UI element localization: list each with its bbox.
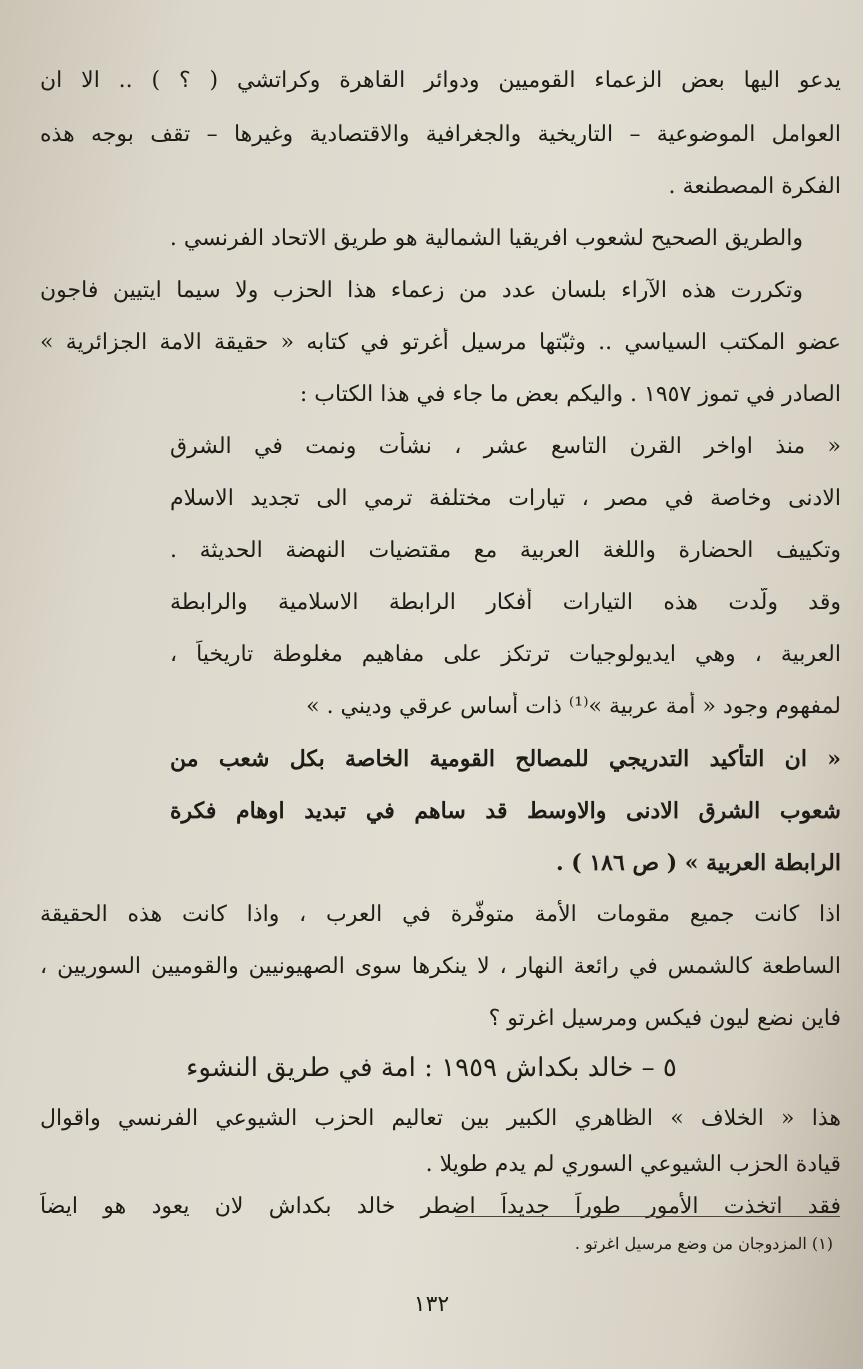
section-heading: ٥ – خالد بكداش ١٩٥٩ : امة في طريق النشوء: [186, 1053, 677, 1083]
text-line: هذا « الخلاف » الظاهري الكبير بين تعاليم الحزب الشيوعي الفرنسي واقوال: [40, 1106, 841, 1131]
footnote-divider: [455, 1216, 840, 1217]
quote-line: وتكييف الحضارة واللغة العربية مع مقتضيات النهضة الحديثة .: [170, 538, 841, 563]
quote-line: الادنى وخاصة في مصر ، تيارات مختلفة ترمي الى تجديد الاسلام: [170, 486, 841, 511]
text-line: اذا كانت جميع مقومات الأمة متوفّرة في العرب ، واذا كانت هذه الحقيقة: [40, 902, 841, 927]
text-line: الساطعة كالشمس في رائعة النهار ، لا ينكرها سوى الصهيونيين والقوميين السوريين ،: [40, 954, 841, 979]
quote-line: لمفهوم وجود « أمة عربية »⁽¹⁾ ذات أساس عرقي وديني . »: [306, 694, 841, 719]
text-line: وتكررت هذه الآراء بلسان عدد من زعماء هذا الحزب ولا سيما ايتيين فاجون: [40, 278, 803, 303]
quote-line: الرابطة العربية » ( ص ١٨٦ ) .: [555, 850, 841, 876]
text-line: الفكرة المصطنعة .: [668, 174, 841, 199]
text-line: والطريق الصحيح لشعوب افريقيا الشمالية هو طريق الاتحاد الفرنسي .: [169, 226, 803, 251]
text-line: فاين نضع ليون فيكس ومرسيل اغرتو ؟: [488, 1006, 841, 1031]
text-line: يدعو اليها بعض الزعماء القوميين ودوائر القاهرة وكراتشي ( ؟ ) .. الا ان: [40, 68, 841, 93]
text-line: عضو المكتب السياسي .. وثبّتها مرسيل أغرتو في كتابه « حقيقة الامة الجزائرية »: [40, 330, 841, 355]
text-line: قيادة الحزب الشيوعي السوري لم يدم طويلا .: [425, 1152, 841, 1177]
quote-line: « ان التأكيد التدريجي للمصالح القومية الخاصة بكل شعب من: [170, 746, 841, 772]
quote-line: العربية ، وهي ايديولوجيات ترتكز على مفاهيم مغلوطة تاريخياً ،: [170, 642, 841, 667]
text-line: العوامل الموضوعية – التاريخية والجغرافية والاقتصادية وغيرها – تقف بوجه هذه: [40, 122, 841, 147]
quote-line: « منذ اواخر القرن التاسع عشر ، نشأت ونمت في الشرق: [170, 434, 841, 459]
text-line: فقد اتخذت الأمور طوراً جديداً اضطر خالد بكداش لان يعود هو ايضاً: [40, 1194, 841, 1219]
quote-line: وقد ولّدت هذه التيارات أفكار الرابطة الاسلامية والرابطة: [170, 590, 841, 615]
quote-line: شعوب الشرق الادنى والاوسط قد ساهم في تبديد اوهام فكرة: [170, 798, 841, 824]
text-line: الصادر في تموز ١٩٥٧ . واليكم بعض ما جاء في هذا الكتاب :: [299, 382, 841, 407]
footnote: (١) المزدوجان من وضع مرسيل اغرتو .: [574, 1234, 833, 1253]
page-number: ١٣٢: [413, 1292, 450, 1317]
